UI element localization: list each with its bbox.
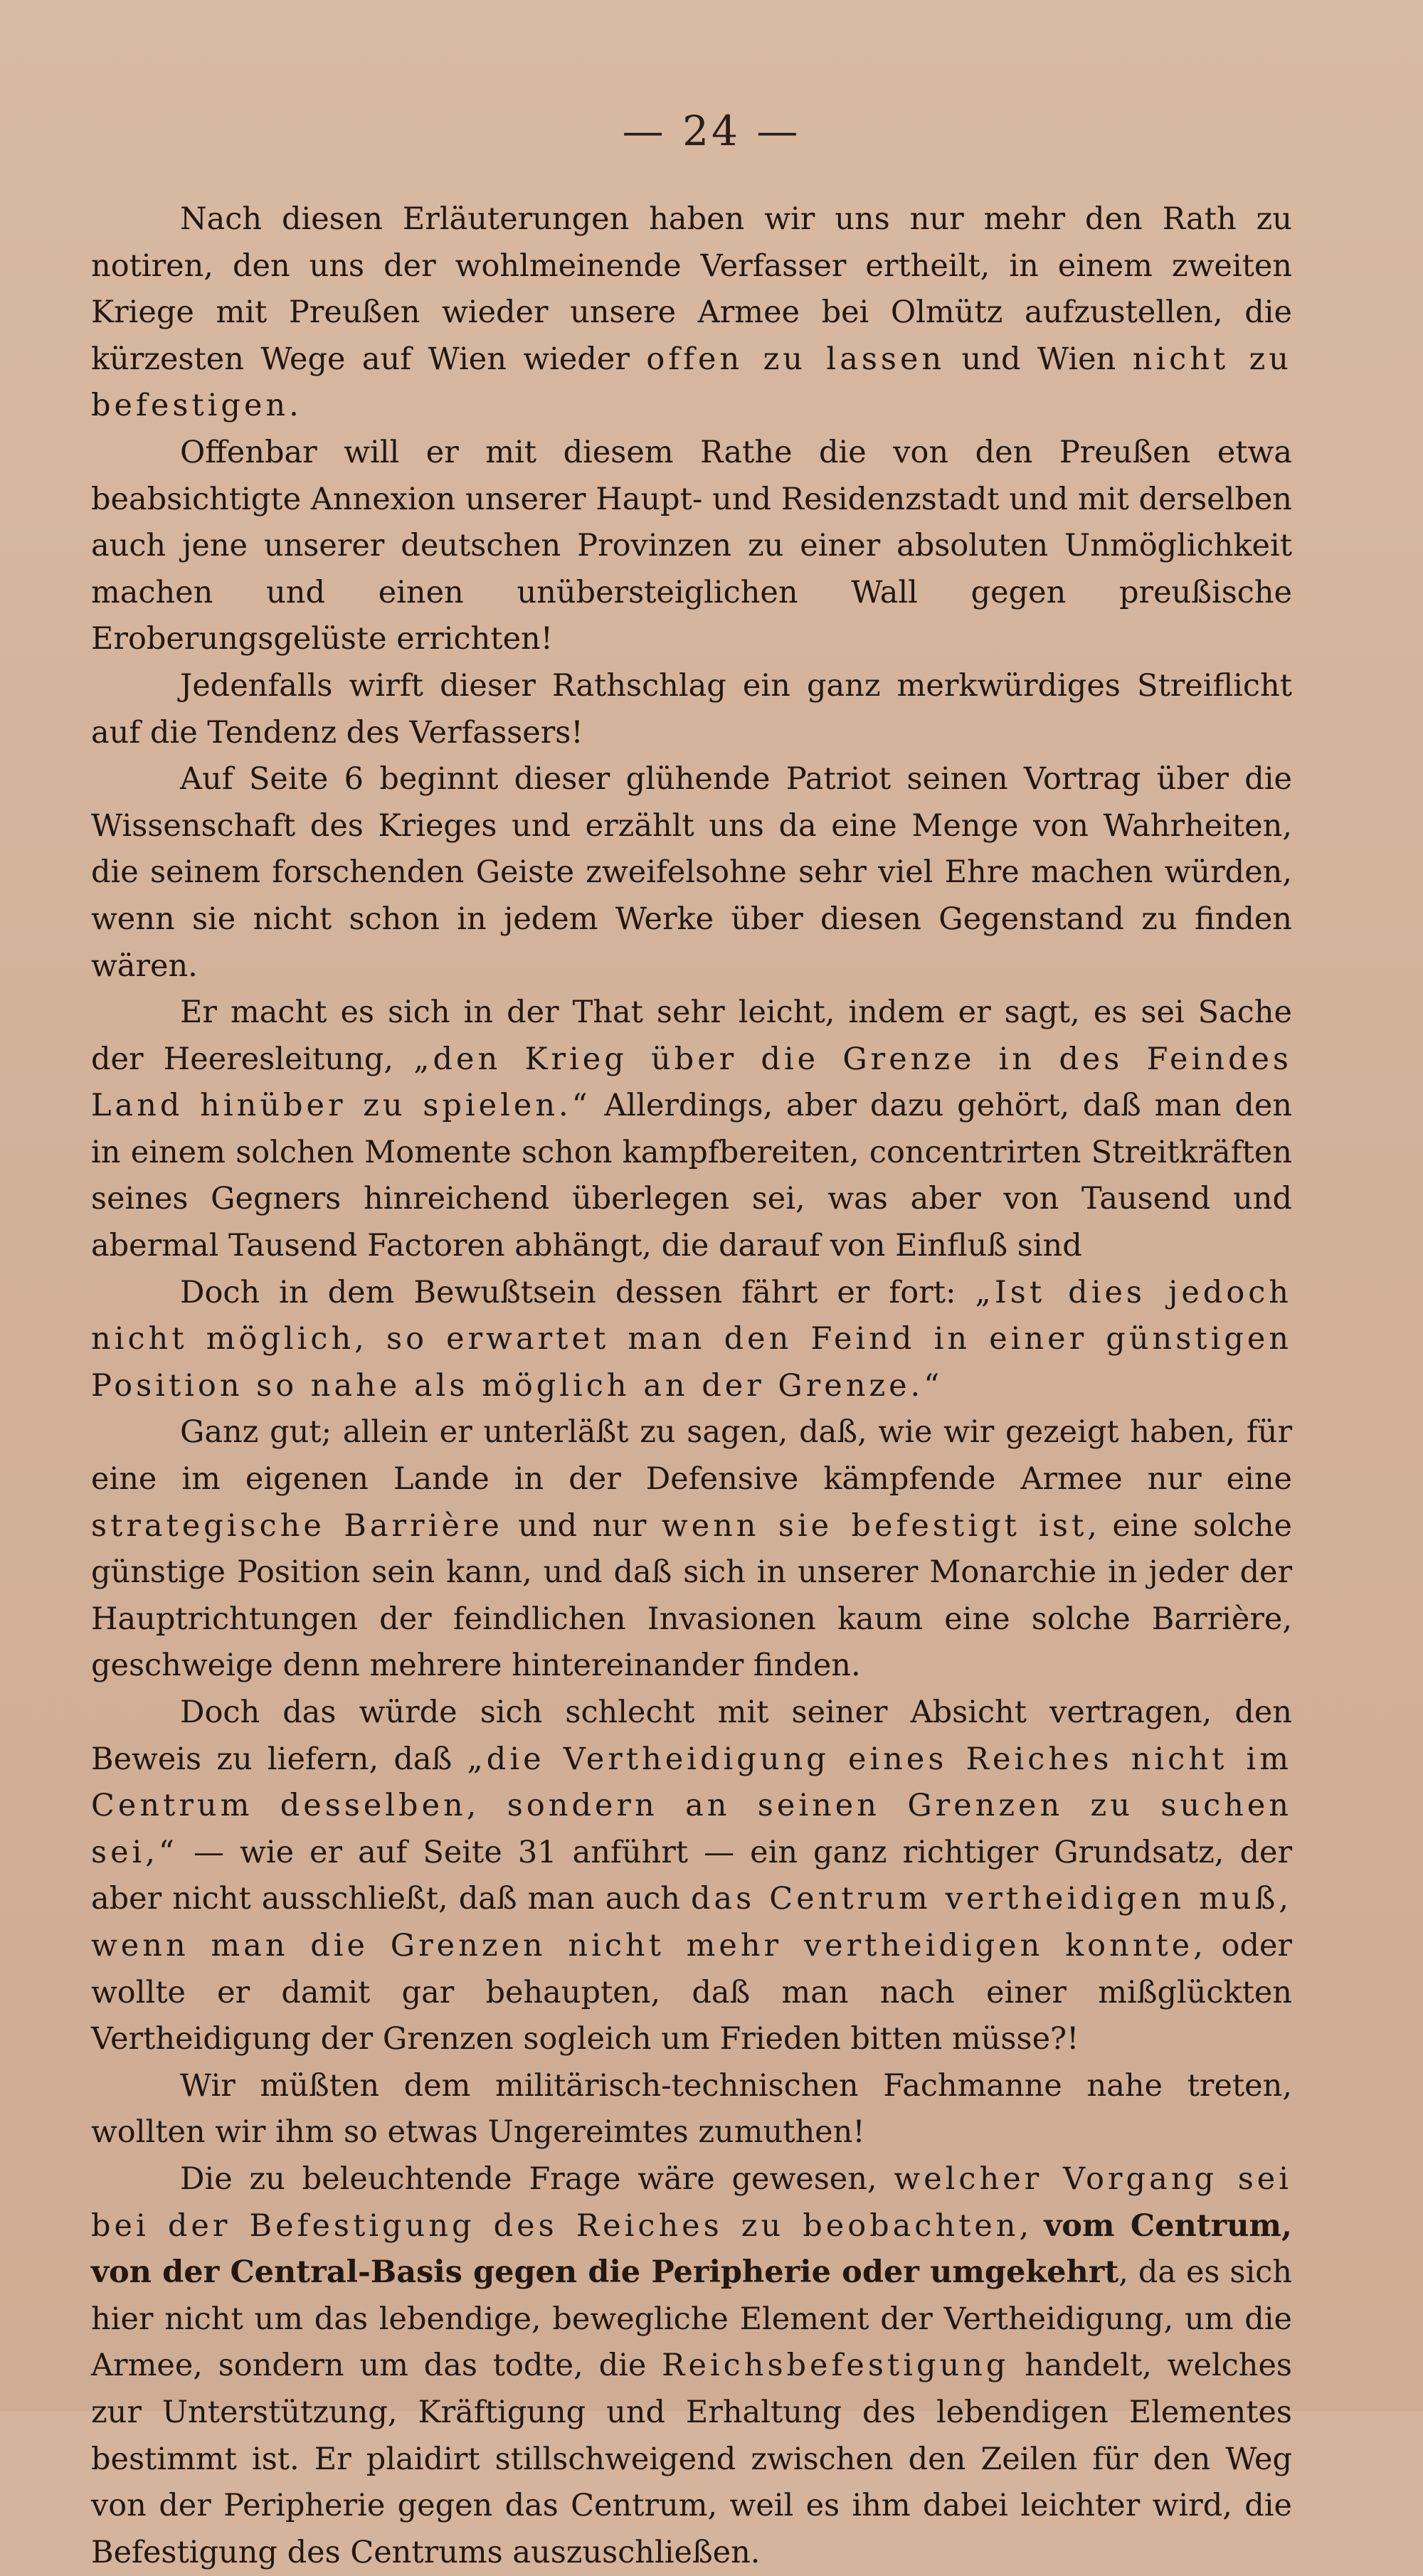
text-run: Jedenfalls wirft dieser Rathschlag ein ganz merkwürdiges Streiflicht auf die Tendenz des Verfassers!	[91, 667, 1292, 751]
paragraph	[91, 196, 1292, 430]
spaced-emphasis: strategische Barrière	[91, 1507, 503, 1544]
text-run: Die zu beleuchtende Frage wäre gewesen,	[180, 2161, 894, 2197]
text-run: Nach diesen Erläuterungen haben wir uns nur mehr den Rath zu notiren, den uns der wohlmeinende Verfasser ertheilt, in einem zweiten Kriege mit Preußen wieder unsere Armee bei Olmütz aufzustellen, die kürzesten Wege auf Wien wieder	[91, 201, 1292, 377]
text-run: , da es sich hier nicht um das lebendige, bewegliche Element der Vertheidigung, um die Armee, sondern um das todte, die	[91, 2254, 1292, 2384]
text-run: Doch das würde sich schlecht mit seiner Absicht vertragen, den Beweis zu liefern, daß	[91, 1695, 1292, 1777]
paragraph	[91, 430, 1292, 663]
spaced-emphasis: „die Vertheidigung eines Reiches nicht im Centrum desselben, sondern an seinen Grenzen zu suchen sei,“	[91, 1741, 1292, 1870]
text-run: Doch in dem Bewußtsein dessen fährt er fort:	[180, 1274, 975, 1310]
text-run: — wie er auf Seite 31 anführt — ein ganz richtiger Grundsatz, der aber nicht ausschließt, daß man auch	[91, 1834, 1292, 1917]
paragraph	[91, 756, 1292, 990]
spaced-emphasis: wenn sie befestigt ist	[661, 1507, 1088, 1544]
spaced-emphasis: nicht zu befestigen	[91, 341, 1292, 424]
text-run: Wir müßten dem militärisch-technischen Fachmanne nahe treten, wollten wir ihm so etwas Ungereimtes zumuthen!	[91, 2067, 1292, 2151]
text-run: Offenbar will er mit diesem Rathe die von den Preußen etwa beabsichtigte Annexion unserer Haupt- und Residenzstadt und mit derselben auch jene unserer deutschen Provinzen zu einer absoluten Unmöglichkeit machen und einen unübersteiglichen Wall gegen preußische Eroberungsgelüste errichten!	[91, 434, 1292, 657]
spaced-emphasis: das Centrum vertheidigen muß, wenn man die Grenzen nicht mehr vertheidigen konnte	[91, 1881, 1293, 1963]
paragraph	[91, 1409, 1292, 1690]
paragraph	[91, 663, 1292, 756]
text-run: Er macht es sich in der That sehr leicht, indem er sagt, es sei Sache der Heeresleitung,	[91, 995, 1292, 1077]
text-run: Ganz gut; allein er unterläßt zu sagen, daß, wie wir gezeigt haben, für eine im eigenen Lande in der Defensive kämpfende Armee nur eine	[91, 1414, 1292, 1498]
page-number: — 24 —	[622, 107, 801, 155]
paragraph	[91, 2156, 1292, 2576]
spaced-emphasis: offen zu lassen	[646, 341, 946, 377]
text-run: , oder wollte er damit gar behaupten, daß man nach einer mißglückten Vertheidigung der Grenzen sogleich um Frieden bitten müsse?!	[91, 1927, 1292, 2057]
text-run: und Wien	[945, 341, 1133, 377]
paragraph	[91, 1690, 1292, 2063]
paragraph	[91, 2063, 1292, 2156]
paragraph	[91, 1270, 1292, 1410]
bold-emphasis: vom Centrum, von der Central-Basis gegen die Peripherie oder umgekehrt	[91, 2207, 1293, 2291]
text-run: , eine solche günstige Position sein kann, und daß sich in unserer Monarchie in jeder der Hauptrichtungen der feindlichen Invasionen kaum eine solche Barrière, geschweige denn mehrere hintereinander finden.	[91, 1507, 1292, 1684]
text-run: .	[289, 388, 299, 424]
text-run: ,	[1019, 2207, 1044, 2244]
spaced-emphasis: „den Krieg über die Grenze in des Feindes Land hinüber zu spielen.“	[91, 1041, 1292, 1124]
body-text	[91, 196, 1292, 2576]
text-run: handelt, welches zur Unterstützung, Kräftigung und Erhaltung des lebendigen Elementes bestimmt ist. Er plaidirt stillschweigend zwischen den Zeilen für den Weg von der Peripherie gegen das Centrum, weil es ihm dabei leichter wird, die Befestigung des Centrums auszuschließen.	[91, 2348, 1292, 2570]
text-run: Auf Seite 6 beginnt dieser glühende Patriot seinen Vortrag über die Wissenschaft des Krieges und erzählt uns da eine Menge von Wahrheiten, die seinem forschenden Geiste zweifelsohne sehr viel Ehre machen würden, wenn sie nicht schon in jedem Werke über diesen Gegenstand zu finden wären.	[91, 761, 1292, 984]
spaced-emphasis: Reichsbefestigung	[662, 2348, 1010, 2384]
text-run: Allerdings, aber dazu gehört, daß man den in einem solchen Momente schon kampfbereiten, concentrirten Streitkräften seines Gegners hinreichend überlegen sei, was aber von Tausend und abermal Tausend Factoren abhängt, die darauf von Einfluß sind	[91, 1088, 1292, 1264]
paragraph	[91, 990, 1292, 1270]
spaced-emphasis: welcher Vorgang sei bei der Befestigung des Reiches zu beobachten	[91, 2161, 1292, 2244]
spaced-emphasis: „Ist dies jedoch nicht möglich, so erwartet man den Feind in einer günstigen Position so nahe als möglich an der Grenze.“	[91, 1274, 1292, 1404]
text-run: und nur	[502, 1507, 662, 1544]
